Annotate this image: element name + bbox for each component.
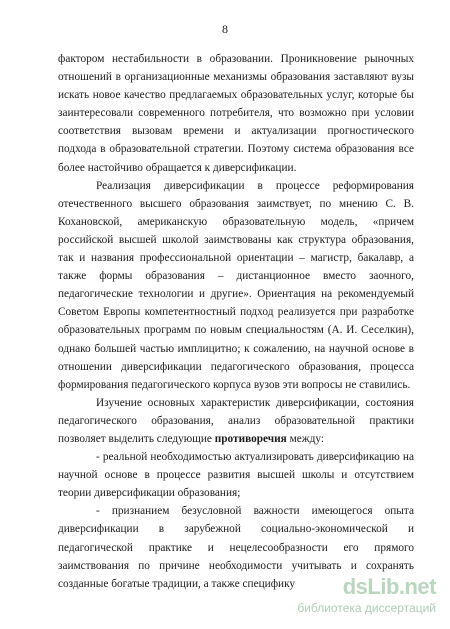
watermark-subtitle: библиотека диссертаций bbox=[297, 601, 436, 615]
watermark-logo: dsLib.net bbox=[342, 574, 436, 599]
document-body bbox=[58, 50, 414, 593]
paragraph-continuation: фактором нестабильности в образовании. Проникновение рыночных отношений в организационные механизмы образования заставляют вузы искать новое качество предлагаемых образовательных услуг, которые бы заинтересовали современного потребителя, что возможно при условии соответствия вызовам времени и актуализации прогностического подхода в образовательной стратегии. Поэтому система образования все более настойчиво обращается к диверсификации. bbox=[58, 53, 414, 174]
paragraph-diversification-implementation: Реализация диверсификации в процессе реформирования отечественного высшего образования заимствует, по мнению С. В. Кохановской, американскую образовательную модель, «причем российской высшей школой заимствованы как структура образования, так и названия профессиональной ориентации – магистр, бакалавр, а также формы образования – дистанционное вместо заочного, педагогические технологии и другие». Ориентация на рекомендуемый Советом Европы компетентностный подход реализуется при разработке образовательных программ по новым специальностям (А. И. Сеселкин), однако большей частью имплицитно; к сожалению, на научной основе в отношении диверсификации педагогического образования, процесса формирования педагогического корпуса вузов эти вопросы не ставились. bbox=[58, 179, 414, 391]
watermark bbox=[256, 575, 436, 621]
paragraph-contradictions-intro bbox=[58, 394, 414, 448]
contradictions-term: противоречия bbox=[214, 432, 287, 445]
contradictions-intro-text: Изучение основных характеристик диверсификации, состояния педагогического образования, анализ образовательной практики позволяет выделить следующие bbox=[58, 396, 414, 445]
list-item-contradiction-2: - признанием безусловной важности имеющегося опыта диверсификации в зарубежной социально-экономической и педагогической практике и нецелесообразности его прямого заимствования по причине необходимости учитывать и сохранять созданные богатые традиции, а также специфику bbox=[58, 505, 414, 590]
list-item-contradiction-1: - реальной необходимостью актуализировать диверсификацию на научной основе в процессе развития высшей школы и отсутствием теории диверсификации образования; bbox=[58, 451, 414, 500]
contradictions-intro-tail: между: bbox=[286, 432, 324, 445]
page-number: 8 bbox=[222, 22, 228, 36]
